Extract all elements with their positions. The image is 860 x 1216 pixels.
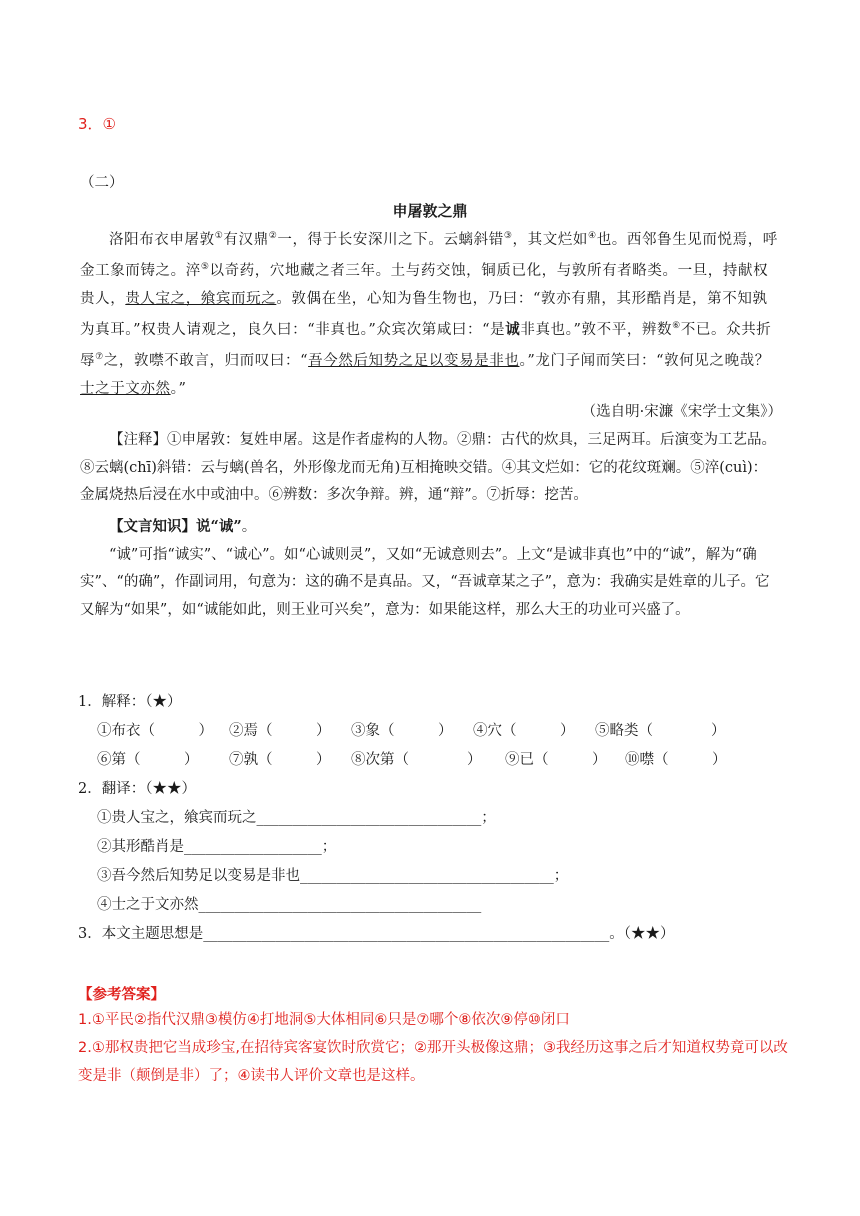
notes-block <box>80 427 780 510</box>
question-2-heading: 2．翻译：（★★） <box>78 781 196 797</box>
note-marker: ④ <box>588 231 597 241</box>
q1-item: ③象（ ） <box>351 723 453 739</box>
q2-item: ④士之于文亦然_______________________________________ <box>97 897 482 913</box>
q1-item: ⑨已（ ） <box>505 752 607 768</box>
question-1-heading: 1．解释：（★） <box>78 694 182 710</box>
q1-item: ⑧次第（ ） <box>351 752 482 768</box>
q1-item: ②焉（ ） <box>229 723 331 739</box>
answer-2: 2.①那权贵把它当成珍宝,在招待宾客宴饮时欣赏它；②那开头极像这鼎；③我经历这事之后才知道权势竟可以改变是非（颠倒是非）了；④读书人评价文章也是这样。 <box>78 1040 788 1084</box>
note-marker: ③ <box>503 231 513 241</box>
q2-item: ③吾今然后知势足以变易是非也___________________________________； <box>97 868 569 884</box>
answer-1: 1.①平民②指代汉鼎③模仿④打地洞⑤大体相同⑥只是⑦哪个⑧依次⑨停⑩闭口 <box>78 1012 570 1028</box>
q1-item: ⑤略类（ ） <box>595 723 726 739</box>
key-word-cheng: 诚 <box>505 320 521 338</box>
section-label: （二） <box>80 175 124 191</box>
note-marker: ① <box>214 231 224 241</box>
answer-heading: 【参考答案】 <box>78 987 165 1003</box>
knowledge-block: 【文言知识】说“诚”。 “诚”可指“诚实”、“诚心”。如“心诚则灵”，又如“无诚意则去”。上文“是诚非真也”中的“诚”，解为“确实”、“的确”，作副词用，句意为：这的确不是真品。又，“吾诚章某之子”，意为：我确实是姓章的儿子。它又解为“如果”，如“诚能如此，则王业可兴矣”，意为：如果能这样，那么大王的功业可兴盛了。 <box>80 513 780 624</box>
q2-item: ②其形酷肖是___________________； <box>97 839 337 855</box>
notes-text: ①申屠敦：复姓申屠。这是作者虚构的人物。②鼎：古代的炊具，三足两耳。后演变为工艺品。⑧云螭(chī)斜错：云与螭(兽名，外形像龙而无角)互相掩映交错。④其文烂如：它的花纹斑斓。⑤淬(cuì)：金属烧热后浸在水中或油中。⑥辨数：多次争辩。辨，通“辩”。⑦折辱：挖苦。 <box>80 432 776 503</box>
underlined-sentence-1: 贵人宝之，飨宾而玩之 <box>125 290 277 307</box>
notes-label: 【注释】 <box>109 432 167 448</box>
q1-item: ⑦孰（ ） <box>229 752 331 768</box>
passage-title: 申屠敦之鼎 <box>392 202 468 220</box>
q1-item: ⑩噤（ ） <box>625 752 727 768</box>
passage-source: （选自明·宋濂《宋学士文集》） <box>581 404 782 420</box>
note-marker: ② <box>268 231 278 241</box>
q1-item: ①布衣（ ） <box>97 723 213 739</box>
answer-block <box>78 1006 788 1090</box>
classical-passage: 洛阳布衣申屠敦①有汉鼎②一，得于长安深川之下。云螭斜错③，其文烂如④也。西邻鲁生见而悦焉，呼金工象而铸之。淬⑤以奇药，穴地藏之者三年。土与药交蚀，铜质已化，与敦所有者略类。一旦，持献权贵人，贵人宝之，飨宾而玩之。敦偶在坐，心知为鲁生物也，乃曰：“敦亦有鼎，其形酷肖是，第不知孰为真耳。”权贵人请观之，良久曰：“非真也。”众宾次第咸曰：“是诚非真也。”敦不平，辨数⑥不已。众共折辱⑦之，敦噤不敢言，归而叹曰：“吾今然后知势之足以变易是非也。”龙门子闻而笑曰：“敦何见之晚哉？士之于文亦然。” <box>80 231 778 397</box>
underlined-sentence-3: 士之于文亦然 <box>80 380 171 397</box>
q2-item: ①贵人宝之，飨宾而玩之_______________________________； <box>97 810 496 826</box>
note-marker: ⑥ <box>672 321 681 332</box>
underlined-sentence-2: 吾今然后知势之足以变易是非也 <box>308 353 520 370</box>
note-marker: ⑤ <box>200 262 210 273</box>
note-marker: ⑦ <box>95 352 104 363</box>
knowledge-text: “诚”可指“诚实”、“诚心”。如“心诚则灵”，又如“无诚意则去”。上文“是诚非真也”中的“诚”，解为“确实”、“的确”，作副词用，句意为：这的确不是真品。又，“吾诚章某之子”，意为：我确实是姓章的儿子。它又解为“如果”，如“诚能如此，则王业可兴矣”，意为：如果能这样，那么大王的功业可兴盛了。 <box>80 546 770 618</box>
q1-item: ④穴（ ） <box>473 723 575 739</box>
question-3: 3．本文主题思想是________________________________________________________。（★★） <box>78 926 675 942</box>
top-answer-line: 3．① <box>78 115 116 133</box>
knowledge-heading: 说“诚” <box>196 518 242 535</box>
knowledge-label: 【文言知识】 <box>109 518 196 535</box>
q1-item: ⑥第（ ） <box>97 752 199 768</box>
